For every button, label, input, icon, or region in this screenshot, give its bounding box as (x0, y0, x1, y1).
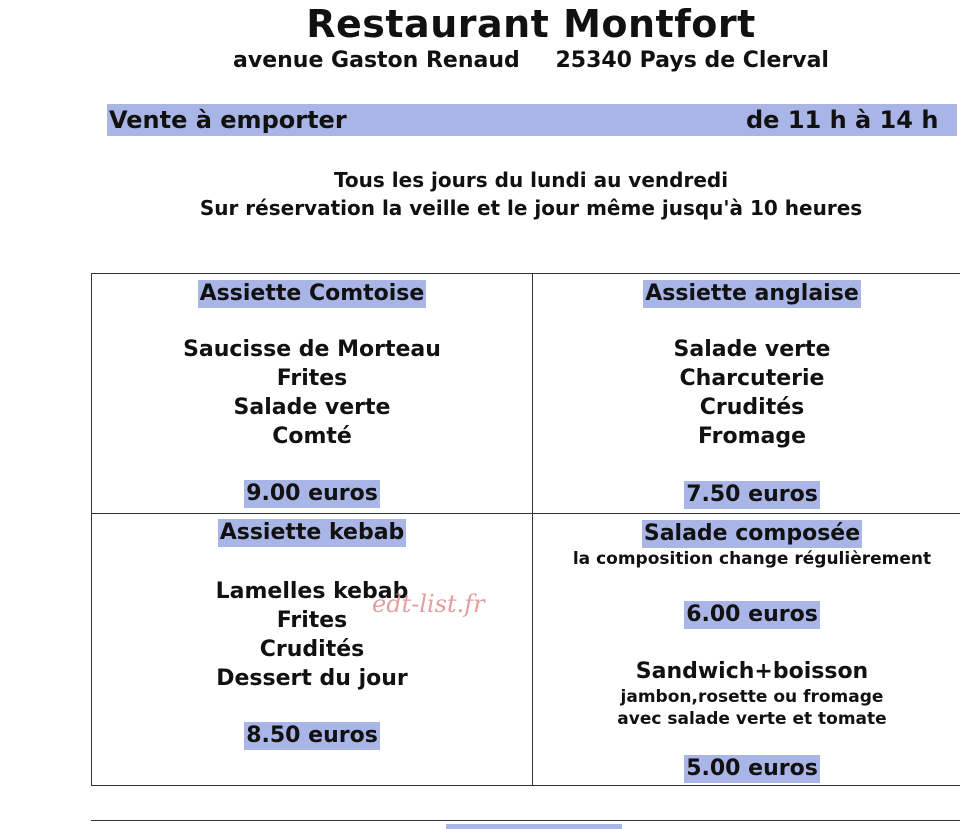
address-city: 25340 Pays de Clerval (555, 48, 829, 73)
schedule-reservation: Sur réservation la veille et le jour même jusqu'à 10 heures (199, 196, 863, 220)
menu-items-comtoise (92, 335, 532, 451)
takeaway-label: Vente à emporter (109, 106, 347, 134)
menu-item: Dessert du jour (216, 666, 408, 691)
schedule-days: Tous les jours du lundi au vendredi (333, 168, 729, 192)
grid-middle-border (91, 513, 960, 514)
menu-item: Crudités (699, 395, 805, 420)
next-section-highlight (446, 824, 622, 829)
menu-item: Lamelles kebab (215, 579, 409, 604)
menu-title-salade: Salade composée (643, 521, 861, 546)
menu-item: Frites (276, 608, 348, 633)
watermark: edt-list.fr (372, 590, 485, 618)
menu-item: Charcuterie (679, 366, 825, 391)
menu-items-anglaise (532, 335, 960, 451)
menu-item: Saucisse de Morteau (183, 337, 441, 362)
price-kebab: 8.50 euros (246, 723, 378, 748)
menu-item: Salade verte (233, 395, 391, 420)
menu-item: Salade verte (673, 337, 831, 362)
menu-title-anglaise: Assiette anglaise (645, 281, 859, 306)
menu-card-sandwich (532, 657, 960, 730)
grid-top-border (91, 273, 960, 274)
takeaway-hours: de 11 h à 14 h (746, 106, 939, 134)
menu-item: Frites (276, 366, 348, 391)
price-salade: 6.00 euros (686, 602, 818, 627)
menu-detail-sandwich: avec salade verte et tomate (617, 709, 887, 729)
restaurant-title: Restaurant Montfort (306, 2, 756, 46)
price-comtoise: 9.00 euros (246, 481, 378, 506)
menu-title-sandwich: Sandwich+boisson (635, 659, 869, 684)
menu-item: Comté (272, 424, 352, 449)
menu-card-salade (532, 520, 960, 570)
address (0, 48, 960, 73)
schedule (0, 166, 960, 222)
menu-title-kebab: Assiette kebab (219, 520, 405, 545)
menu-subtitle-salade: la composition change régulièrement (572, 549, 932, 569)
menu-item: Crudités (259, 637, 365, 662)
menu-detail-sandwich: jambon,rosette ou fromage (620, 687, 884, 707)
menu-card-comtoise (92, 280, 532, 451)
address-street: avenue Gaston Renaud (233, 48, 520, 73)
grid-bottom-border (91, 785, 960, 786)
next-section-border (91, 820, 960, 821)
price-anglaise: 7.50 euros (686, 482, 818, 507)
menu-item: Fromage (697, 424, 807, 449)
price-sandwich: 5.00 euros (686, 756, 818, 781)
menu-title-comtoise: Assiette Comtoise (199, 281, 425, 306)
menu-card-anglaise (532, 280, 960, 451)
